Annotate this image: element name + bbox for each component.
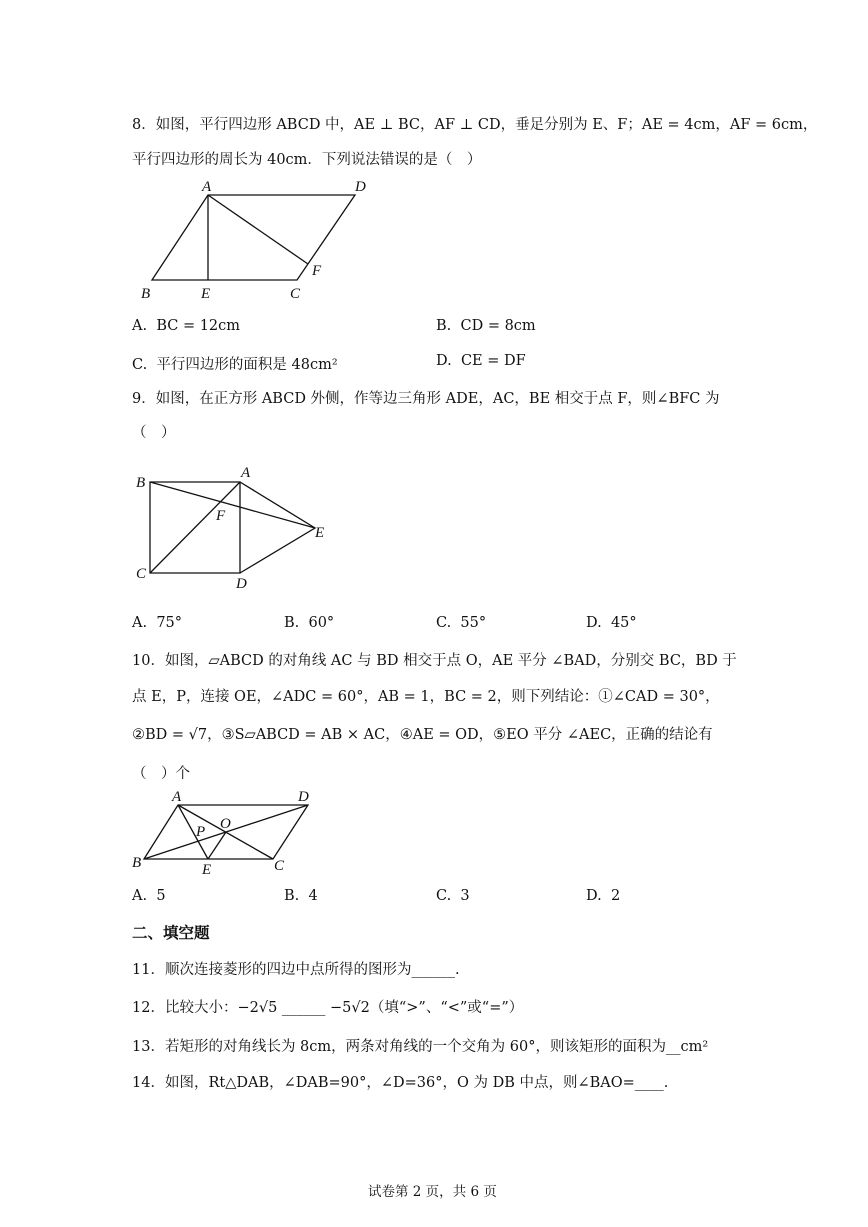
q9-label-d: D [236,576,247,592]
q10-label-c: C [274,858,285,874]
q9-option-a: A. 75° [132,615,183,631]
q11-text: 11．顺次连接菱形的四边中点所得的图形为______. [132,962,460,978]
q8-label-b: B [141,286,151,302]
q8-label-e: E [201,286,211,302]
page-footer: 试卷第 2 页，共 6 页 [368,1184,497,1200]
q9-label-a: A [241,465,251,481]
q8-label-d: D [355,179,366,195]
q8-altitude-af [208,195,308,264]
q9-square-figure [130,460,340,590]
q8-parallelogram [152,195,355,280]
q9-label-c: C [136,566,147,582]
q10-line2: 点 E，P，连接 OE，∠ADC = 60°，AB = 1，BC = 2，则下列结论：①∠CAD = 30°， [132,689,720,705]
q8-option-a: A. BC = 12cm [132,318,241,334]
q8-line2: 平行四边形的周长为 40cm．下列说法错误的是（ ） [132,152,482,168]
q12-text: 12．比较大小：−2√5 ______ −5√2（填“>”、“<”或“=”） [132,1000,524,1016]
q10-option-a: A. 5 [132,888,166,904]
q8-parallelogram-figure [135,175,375,305]
q9-diagonal-ac [150,482,240,573]
q9-label-b: B [136,475,146,491]
q10-label-a: A [172,789,182,805]
q10-line4: （ ）个 [132,766,190,782]
q9-option-c: C. 55° [436,615,487,631]
q10-option-c: C. 3 [436,888,470,904]
q9-label-e: E [315,525,325,541]
q13-text: 13．若矩形的对角线长为 8cm，两条对角线的一个交角为 60°，则该矩形的面积为__cm² [132,1039,709,1055]
q10-label-p: P [196,824,206,840]
q10-parallelogram-figure [130,787,330,877]
q9-equilateral-triangle [240,482,315,573]
q9-option-b: B. 60° [284,615,335,631]
q10-label-e: E [202,862,212,878]
q9-line2: （ ） [132,425,176,441]
q10-line1: 10．如图，▱ABCD 的对角线 AC 与 BD 相交于点 O，AE 平分 ∠BAD，分别交 BC，BD 于 [132,653,737,669]
q8-label-c: C [290,286,301,302]
q10-label-b: B [132,855,142,871]
q10-label-o: O [220,816,231,832]
q14-text: 14．如图，Rt△DAB，∠DAB=90°，∠D=36°，O 为 DB 中点，则∠BAO=____. [132,1075,669,1091]
q8-option-d: D. CE = DF [436,353,526,369]
section-2-title: 二、填空题 [132,923,210,942]
q8-label-a: A [202,179,212,195]
q10-option-b: B. 4 [284,888,318,904]
q8-line1: 8．如图，平行四边形 ABCD 中，AE ⊥ BC，AF ⊥ CD，垂足分别为 E、F；AE = 4cm，AF = 6cm， [132,117,818,133]
q8-label-f: F [312,263,322,279]
q10-line3: ②BD = √7，③S▱ABCD = AB × AC，④AE = OD，⑤EO 平分 ∠AEC，正确的结论有 [132,727,713,743]
q8-option-b: B. CD = 8cm [436,318,536,334]
q8-option-c: C. 平行四边形的面积是 48cm² [132,357,338,373]
q9-option-d: D. 45° [586,615,637,631]
q10-option-d: D. 2 [586,888,621,904]
q9-label-f: F [216,508,226,524]
q10-segment-oe [208,832,226,859]
q9-line1: 9．如图，在正方形 ABCD 外侧，作等边三角形 ADE，AC，BE 相交于点 F，则∠BFC 为 [132,391,720,407]
q10-label-d: D [298,789,309,805]
